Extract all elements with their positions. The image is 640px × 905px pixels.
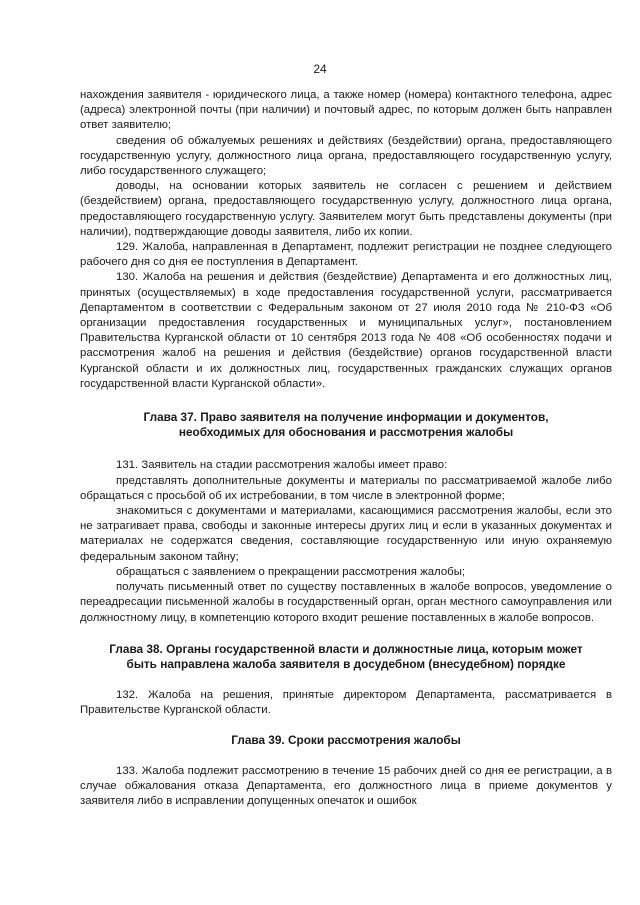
paragraph: нахождения заявителя - юридического лица, а также номер (номера) контактного телефона, адрес (адреса) электронной почты (при наличии) и почтовый адрес, по которым должен быть направлен ответ заявителю; (80, 89, 612, 132)
paragraph: доводы, на основании которых заявитель не согласен с решением и действием (бездействием) органа, предоставляющего государственную услугу, должностного лица органа, предоставляющего государственную услугу. Заявителем могут быть представлены документы (при наличии), подтверждающие доводы заявителя, либо их копии. (80, 180, 612, 238)
chapter-37-heading (80, 410, 612, 440)
chapter-38-heading (80, 642, 612, 672)
paragraph: представлять дополнительные документы и материалы по рассматриваемой жалобе либо обращаться с просьбой об их истребовании, в том числе в электронной форме; (80, 474, 612, 502)
paragraph: 129. Жалоба, направленная в Департамент, подлежит регистрации не позднее следующего рабочего дня со дня ее поступления в Департамент. (80, 241, 612, 269)
paragraph: 131. Заявитель на стадии рассмотрения жалобы имеет право: (116, 459, 448, 472)
heading-line: Глава 37. Право заявителя на получение информации и документов, (143, 410, 549, 425)
heading-line: Глава 39. Сроки рассмотрения жалобы (231, 732, 461, 747)
paragraph: знакомиться с документами и материалами, касающимися рассмотрения жалобы, если это не затрагивает права, свободы и законные интересы других лиц и если в указанных документах и материалах не содержатся сведения, составляющие государственную или иную охраняемую федеральным законом тайну; (80, 505, 612, 563)
paragraph: 132. Жалоба на решения, принятые директором Департамента, рассматривается в Правительстве Курганской области. (80, 689, 612, 717)
heading-line: быть направлена жалоба заявителя в досудебном (внесудебном) порядке (126, 656, 566, 671)
paragraph: 133. Жалоба подлежит рассмотрению в течение 15 рабочих дней со дня ее регистрации, а в случае обжалования отказа Департамента, его должностного лица в приеме документов у заявителя либо в исправлении допущенных опечаток и ошибок (80, 764, 612, 808)
heading-line: Глава 38. Органы государственной власти и должностные лица, которым может (109, 641, 583, 656)
chapter-39-heading (80, 733, 612, 748)
paragraph: сведения об обжалуемых решениях и действиях (бездействии) органа, предоставляющего государственную услугу, должностного лица органа, предоставляющего государственную услугу, либо государственного служащего; (80, 134, 612, 178)
paragraph: 130. Жалоба на решения и действия (бездействие) Департамента и его должностных лиц, принятых (осуществляемых) в ходе предоставления государственной услуги, рассматривается Департаментом в соответствии с Федеральным законом от 27 июля 2010 года № 210-ФЗ «Об организации предоставления государственных и муниципальных услуг», постановлением Правительства Курганской области от 10 сентября 2013 года № 408 «Об особенностях подачи и рассмотрения жалоб на решения и действия (бездействие) органов государственной власти Курганской области и их должностных лиц, государственных гражданских служащих органов государственной власти Курганской области». (80, 271, 612, 390)
page-number: 24 (313, 62, 327, 76)
paragraph: обращаться с заявлением о прекращении рассмотрения жалобы; (116, 565, 466, 578)
paragraph: получать письменный ответ по существу поставленных в жалобе вопросов, уведомление о переадресации письменной жалобы в государственный орган, орган местного самоуправления или должностному лицу, в компетенцию которого входит решение поставленных в жалобе вопросов. (80, 581, 612, 624)
heading-line: необходимых для обоснования и рассмотрения жалобы (178, 425, 514, 440)
document-body (80, 88, 612, 809)
